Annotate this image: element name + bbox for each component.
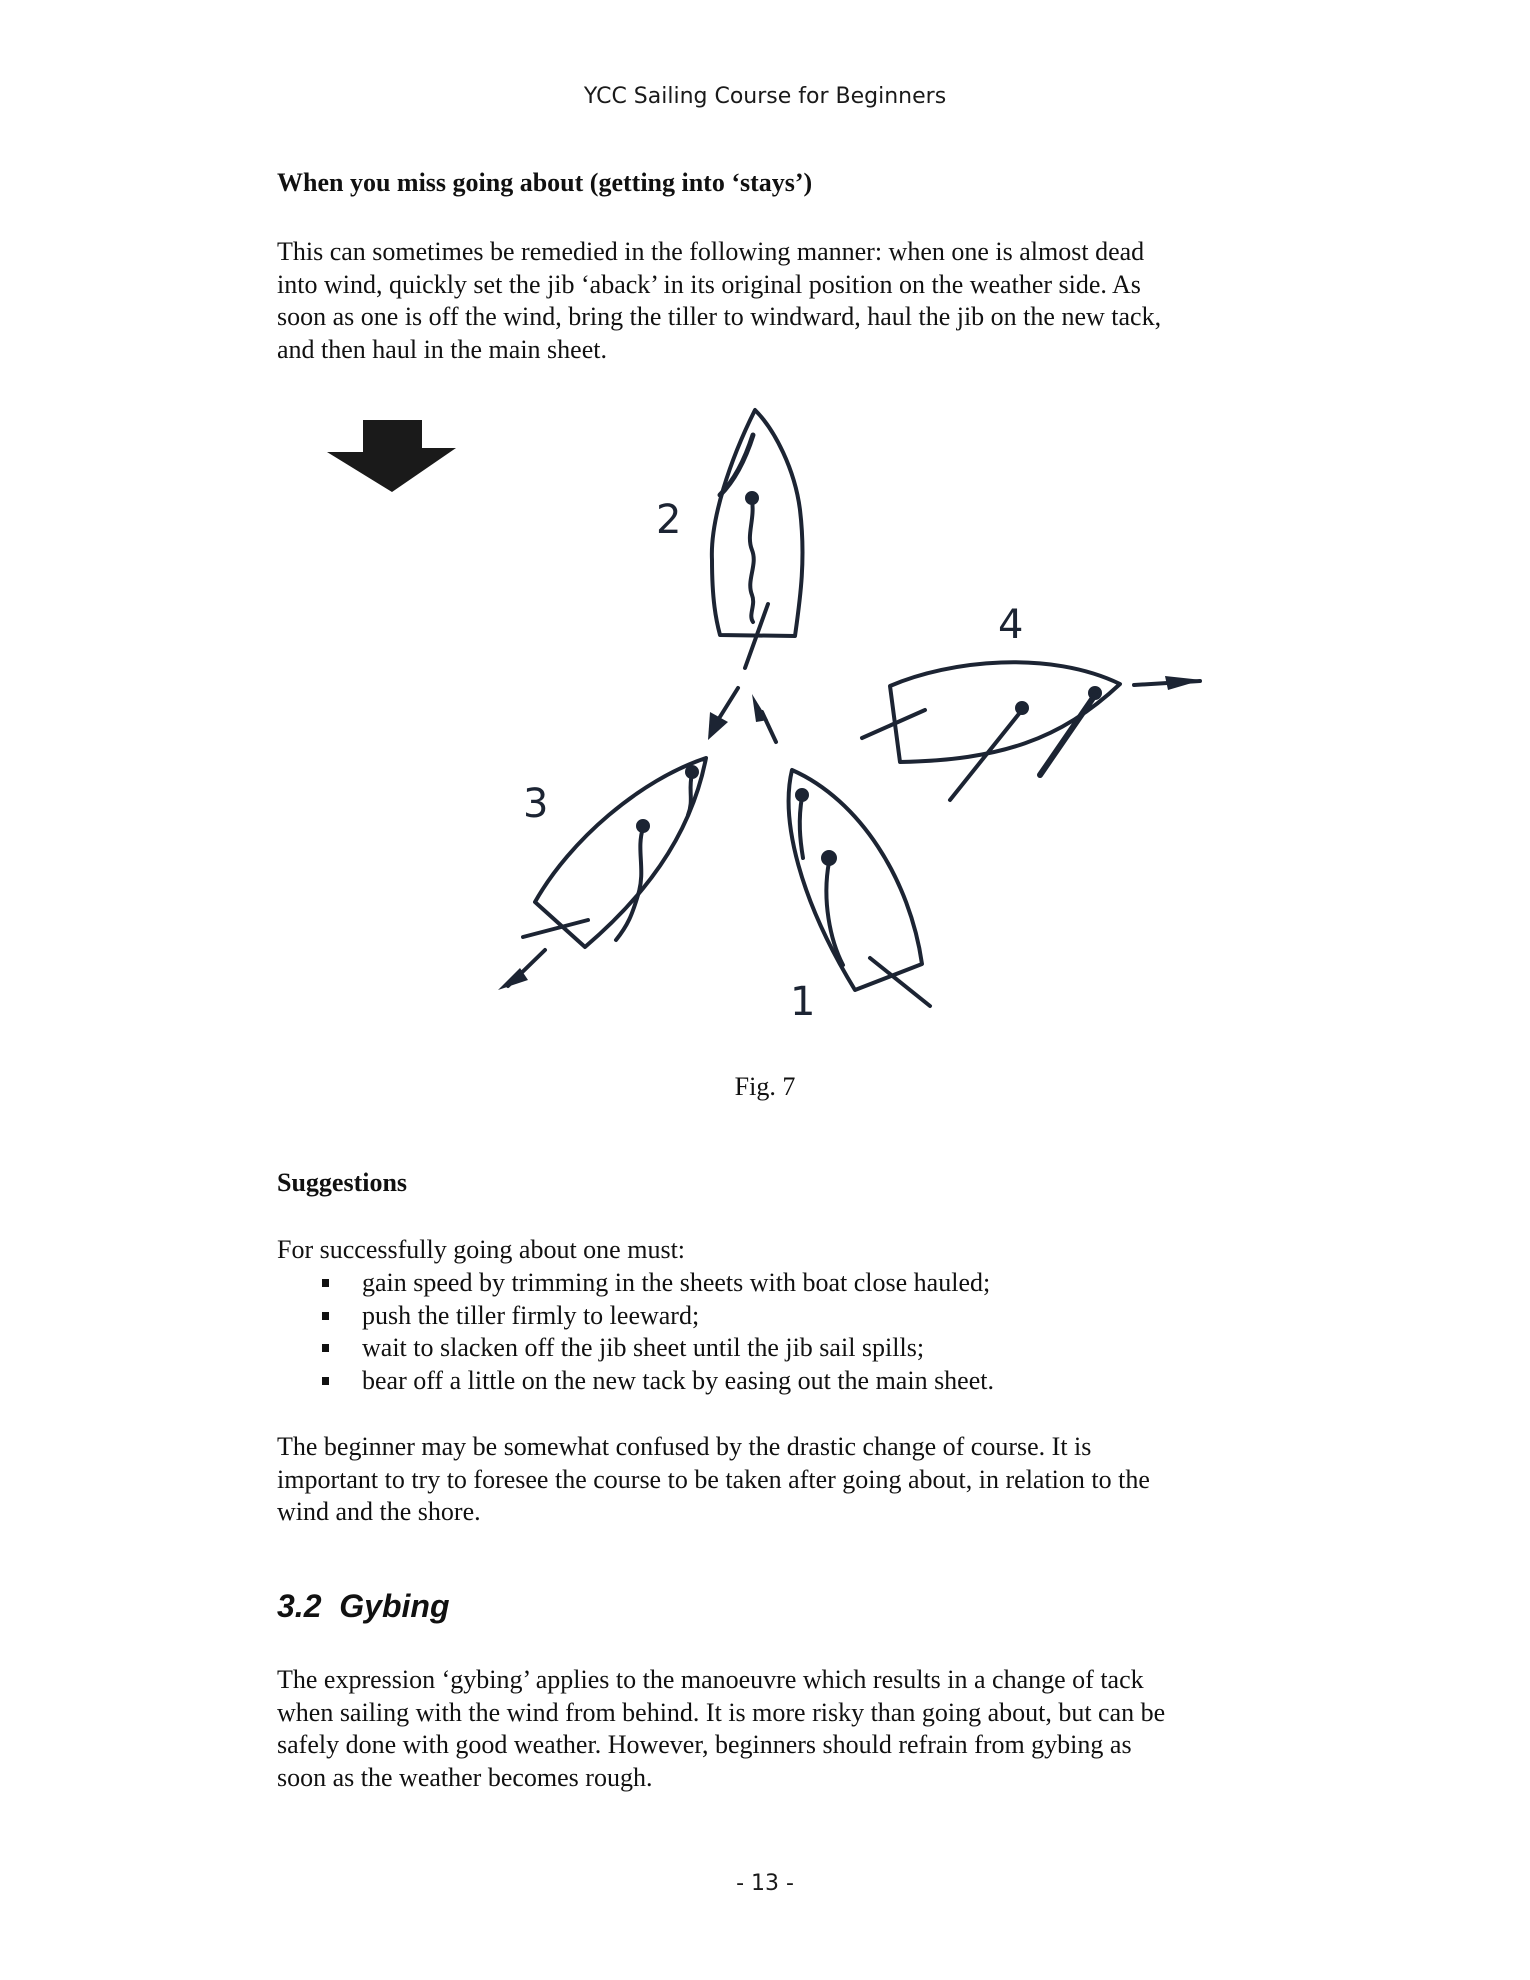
paragraph-stays (277, 236, 1277, 366)
page-number: - 13 - (736, 1871, 794, 1896)
text-line: soon as one is off the wind, bring the tiller to windward, haul the jib on the new tack, (277, 302, 1162, 331)
list-item-text: gain speed by trimming in the sheets with boat close hauled; (362, 1268, 991, 1297)
text-line: soon as the weather becomes rough. (277, 1762, 653, 1792)
figure-caption: Fig. 7 (734, 1072, 796, 1101)
boat-2-icon (656, 410, 803, 668)
text-line: and then haul in the main sheet. (277, 334, 607, 364)
boat-label-1: 1 (790, 979, 816, 1025)
boat-1-icon (789, 770, 930, 1025)
text-line: wind and the shore. (277, 1497, 481, 1526)
heading-suggestions: Suggestions (277, 1168, 408, 1197)
list-item (277, 1332, 994, 1365)
course-arrows-icon (708, 688, 776, 742)
wind-direction-arrow-icon (327, 420, 456, 492)
bullet-square-icon (322, 1377, 329, 1385)
text-line: into wind, quickly set the jib ‘aback’ in its original position on the weather side. As (277, 269, 1141, 299)
list-item-text: bear off a little on the new tack by easing out the main sheet. (362, 1365, 994, 1395)
text-line: important to try to foresee the course to be taken after going about, in relation to the (277, 1464, 1150, 1494)
bullet-square-icon (322, 1312, 329, 1320)
section-title-gybing: 3.2 Gybing (277, 1588, 450, 1624)
text-line: when sailing with the wind from behind. It is more risky than going about, but can be (277, 1697, 1166, 1727)
paragraph-beginner-confusion (277, 1431, 1277, 1529)
list-item-text: push the tiller firmly to leeward; (362, 1300, 700, 1330)
text-line: For successfully going about one must: (277, 1235, 686, 1264)
text-line: safely done with good weather. However, beginners should refrain from gybing as (277, 1730, 1132, 1759)
boat-label-4: 4 (998, 602, 1024, 648)
suggestions-intro (277, 1234, 1277, 1267)
paragraph-gybing (277, 1664, 1277, 1794)
list-item (277, 1267, 994, 1300)
suggestions-list (277, 1267, 994, 1397)
text-line: The beginner may be somewhat confused by the drastic change of course. It is (277, 1432, 1092, 1461)
list-item (277, 1365, 994, 1398)
text-line: The expression ‘gybing’ applies to the manoeuvre which results in a change of tack (277, 1665, 1144, 1694)
boat-label-3: 3 (523, 781, 549, 827)
list-item-text: wait to slacken off the jib sheet until the jib sail spills; (362, 1333, 925, 1362)
list-item (277, 1300, 994, 1333)
bullet-square-icon (322, 1344, 329, 1352)
boat-3-icon (498, 758, 706, 990)
bullet-square-icon (322, 1279, 329, 1287)
running-header: YCC Sailing Course for Beginners (583, 84, 947, 109)
boat-4-icon (862, 602, 1202, 800)
boat-label-2: 2 (656, 497, 682, 543)
text-line: This can sometimes be remedied in the following manner: when one is almost dead (277, 237, 1145, 266)
heading-missed-going-about: When you miss going about (getting into ‘stays’) (277, 168, 813, 197)
